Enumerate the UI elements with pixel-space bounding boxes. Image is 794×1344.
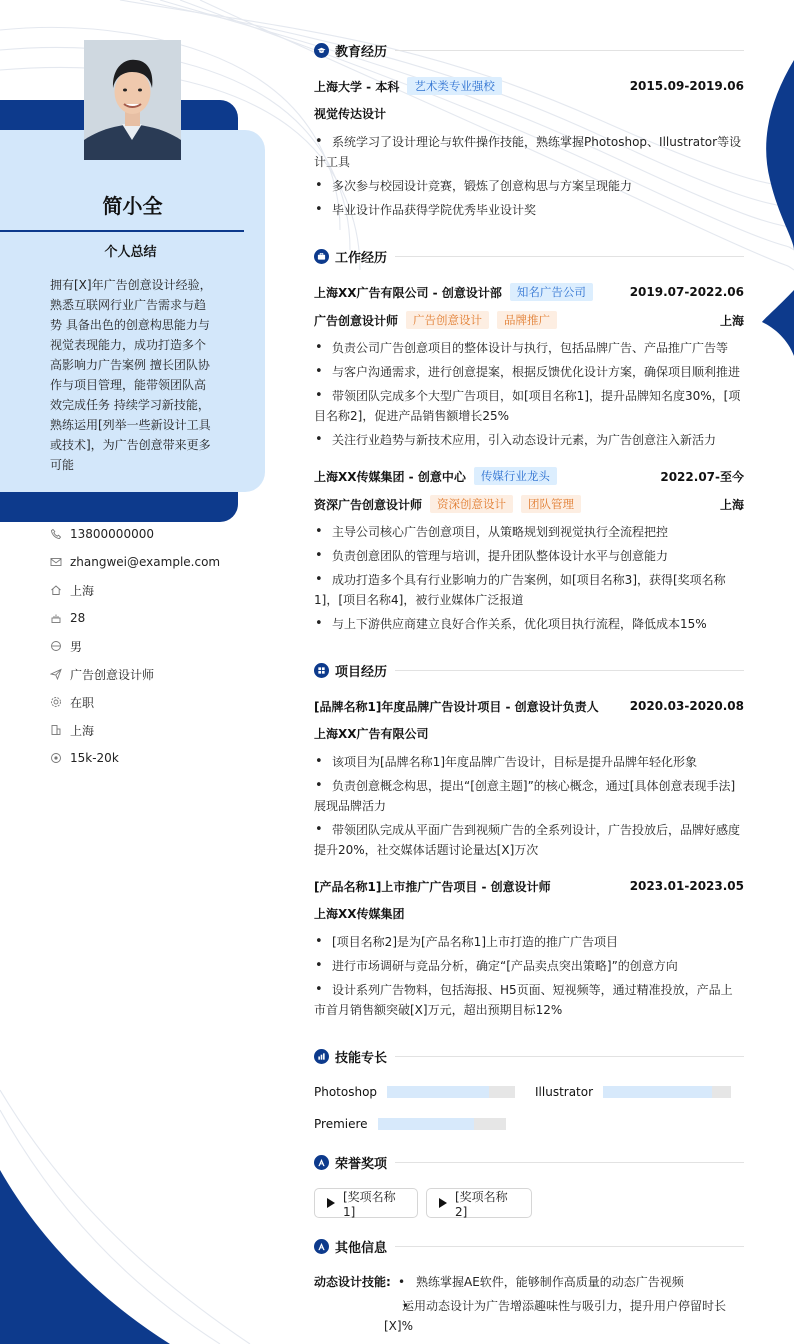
info-position [50, 660, 250, 688]
list-item: • 系统学习了设计理论与软件操作技能，熟练掌握Photoshop、Illustrator等设计工具 [314, 132, 744, 172]
education-header [314, 40, 744, 60]
job-1-date: 2019.07-2022.06 [629, 285, 744, 299]
skills-header [314, 1046, 744, 1066]
section-divider [395, 1162, 744, 1163]
info-phone-text: 13800000000 [70, 527, 154, 541]
job-2-company: 上海XX传媒集团 - 创意中心 [314, 469, 466, 484]
list-item: • 负责创意团队的管理与培训，提升团队整体设计水平与创意能力 [314, 546, 744, 566]
job-2-city: 上海 [719, 497, 744, 512]
avatar [84, 40, 181, 160]
job-2-row [314, 466, 744, 486]
briefcase-icon [314, 249, 329, 264]
info-phone [50, 520, 250, 548]
list-item: • 多次参与校园设计竞赛，锻炼了创意构思与方案呈现能力 [314, 176, 744, 196]
cake-icon [50, 612, 62, 624]
list-item: • 该项目为[品牌名称1]年度品牌广告设计，目标是提升品牌年轻化形象 [314, 752, 744, 772]
work-header [314, 246, 744, 266]
projects-title: 项目经历 [335, 664, 388, 680]
project-2-date: 2023.01-2023.05 [629, 879, 744, 893]
list-item: • 进行市场调研与竞品分析，确定“[产品卖点突出策略]”的创意方向 [314, 956, 744, 976]
list-item: • 负责创意概念构思，提出“[创意主题]”的核心概念，通过[具体创意表现手法]展现品牌活力 [314, 776, 744, 816]
skill-bar-fill [378, 1118, 474, 1130]
skill-illustrator [535, 1082, 731, 1102]
home-icon [50, 584, 62, 596]
list-item: • 与客户沟通需求，进行创意提案，根据反馈优化设计方案，确保项目顺利推进 [314, 362, 744, 382]
project-2-row [314, 876, 744, 896]
job-1-role: 广告创意设计师 [314, 313, 399, 328]
list-item: • 成功打造多个具有行业影响力的广告案例，如[项目名称3]，获得[奖项名称1]，[项目名称4]，被行业媒体广泛报道 [314, 570, 744, 610]
skill-bar-fill [603, 1086, 712, 1098]
awards-header [314, 1152, 744, 1172]
job-1-city: 上海 [719, 313, 744, 328]
other-bullets [384, 1272, 744, 1340]
education-bullets [314, 132, 744, 224]
section-divider [395, 256, 744, 257]
skill-bar [603, 1086, 731, 1098]
job-2-role-row [314, 494, 744, 514]
skill-bar-fill [387, 1086, 489, 1098]
projects-header [314, 660, 744, 680]
job-2-tag: 传媒行业龙头 [474, 467, 557, 485]
summary-text: 拥有[X]年广告创意设计经验，熟悉互联网行业广告需求与趋势 具备出色的创意构思能力与视觉表现能力，成功打造多个高影响力广告案例 擅长团队协作与项目管理，能带领团队高效完成任务 持续学习新技能，熟练运用[列举一些新设计工具或技术]，为广告创意带来更多可能 [50, 278, 212, 472]
status-icon [50, 696, 62, 708]
list-item: • 带领团队完成从平面广告到视频广告的全系列设计，广告投放后，品牌好感度提升20%，社交媒体话题讨论量达[X]万次 [314, 820, 744, 860]
skill-name: Illustrator [535, 1085, 594, 1099]
building-icon [50, 724, 62, 736]
info-position-text: 广告创意设计师 [70, 667, 155, 682]
summary-title: 个人总结 [104, 245, 157, 260]
job-1-company: 上海XX广告有限公司 - 创意设计部 [314, 285, 502, 300]
project-1-company: 上海XX广告有限公司 [314, 727, 429, 741]
name-divider [0, 230, 244, 232]
project-1-row [314, 696, 744, 716]
job-2-date: 2022.07-至今 [660, 469, 744, 484]
section-divider [395, 50, 744, 51]
skills-title: 技能专长 [335, 1050, 388, 1066]
phone-icon [50, 528, 62, 540]
info-salary [50, 744, 250, 772]
section-divider [395, 1056, 744, 1057]
profile-name: 简小全 [102, 194, 163, 218]
section-divider [395, 1246, 744, 1247]
info-salary-text: 15k-20k [70, 751, 119, 765]
job-1-tag: 知名广告公司 [510, 283, 593, 301]
awards-title: 荣誉奖项 [335, 1156, 388, 1172]
awards-list [314, 1188, 744, 1218]
email-icon [50, 556, 62, 568]
other-title: 其他信息 [335, 1240, 388, 1256]
award-icon [314, 1155, 329, 1170]
skill-photoshop [314, 1082, 515, 1102]
graduation-cap-icon [314, 43, 329, 58]
info-gender-text: 男 [70, 639, 83, 654]
list-item: • 熟练掌握AE软件，能够制作高质量的动态广告视频 [398, 1272, 744, 1292]
list-item: • 负责公司广告创意项目的整体设计与执行，包括品牌广告、产品推广广告等 [314, 338, 744, 358]
info-status-text: 在职 [70, 695, 95, 710]
award-item[interactable] [314, 1188, 418, 1218]
award-item[interactable] [426, 1188, 532, 1218]
awards-section [314, 1152, 744, 1172]
job-1-bullets [314, 338, 744, 454]
info-location [50, 576, 250, 604]
list-item: • 设计系列广告物料，包括海报、H5页面、短视频等，通过精准投放，产品上市首月销售额突破[X]万元，超出预期目标12% [314, 980, 744, 1020]
list-item: • 带领团队完成多个大型广告项目，如[项目名称1]，提升品牌知名度30%，[项目名称2]，促进产品销售额增长25% [314, 386, 744, 426]
skill-name: Photoshop [314, 1085, 378, 1099]
education-title: 教育经历 [335, 44, 388, 60]
education-major: 视觉传达设计 [314, 107, 387, 121]
other-label: 动态设计技能: [314, 1275, 391, 1289]
skill-bar [387, 1086, 515, 1098]
project-2-company: 上海XX传媒集团 [314, 907, 405, 921]
job-2-role: 资深广告创意设计师 [314, 497, 423, 512]
work-title: 工作经历 [335, 250, 388, 266]
list-item: • 关注行业趋势与新技术应用，引入动态设计元素，为广告创意注入新活力 [314, 430, 744, 450]
salary-icon [50, 752, 62, 764]
send-icon [50, 668, 62, 680]
job-2-bullets [314, 522, 744, 638]
projects-section [314, 660, 744, 680]
education-date: 2015.09-2019.06 [629, 79, 744, 93]
contact-info [50, 520, 250, 772]
section-divider [395, 670, 744, 671]
other-header [314, 1236, 744, 1256]
play-icon [327, 1198, 335, 1208]
award-label: [奖项名称1] [343, 1189, 396, 1219]
project-2-bullets [314, 932, 744, 1024]
info-status [50, 688, 250, 716]
corner-wave-bottom-left [0, 1170, 170, 1344]
project-1-name: [品牌名称1]年度品牌广告设计项目 - 创意设计负责人 [314, 699, 599, 714]
corner-wave-top-right [766, 60, 794, 250]
other-section [314, 1236, 744, 1256]
info-gender [50, 632, 250, 660]
school-tag: 艺术类专业强校 [407, 77, 502, 95]
list-item: • 运用动态设计为广告增添趣味性与吸引力，提升用户停留时长[X]% [384, 1296, 744, 1336]
award-icon [314, 1239, 329, 1254]
job-1-role-tag: 广告创意设计 [406, 311, 489, 329]
bar-chart-icon [314, 1049, 329, 1064]
info-city-text: 上海 [70, 723, 95, 738]
project-1-date: 2020.03-2020.08 [629, 699, 744, 713]
list-item: • 主导公司核心广告创意项目，从策略规划到视觉执行全流程把控 [314, 522, 744, 542]
grid-icon [314, 663, 329, 678]
info-age [50, 604, 250, 632]
skill-bar [378, 1118, 506, 1130]
job-1-role-tag: 品牌推广 [497, 311, 557, 329]
list-item: • 毕业设计作品获得学院优秀毕业设计奖 [314, 200, 744, 220]
school-name: 上海大学 - 本科 [314, 79, 400, 94]
skill-premiere [314, 1114, 506, 1134]
project-1-bullets [314, 752, 744, 864]
list-item: • 与上下游供应商建立良好合作关系，优化项目执行流程，降低成本15% [314, 614, 744, 634]
job-2-role-tag: 资深创意设计 [430, 495, 513, 513]
corner-wave-right [762, 290, 794, 356]
education-row [314, 76, 744, 96]
skills-section [314, 1046, 744, 1066]
gender-icon [50, 640, 62, 652]
header-band-bottom [0, 490, 238, 522]
education-section [314, 40, 744, 60]
info-city [50, 716, 250, 744]
info-email-text: zhangwei@example.com [70, 555, 221, 569]
project-2-name: [产品名称1]上市推广广告项目 - 创意设计师 [314, 879, 551, 894]
list-item: • [项目名称2]是为[产品名称1]上市打造的推广广告项目 [314, 932, 744, 952]
info-location-text: 上海 [70, 583, 95, 598]
play-icon [439, 1198, 447, 1208]
skill-name: Premiere [314, 1117, 368, 1131]
work-section [314, 246, 744, 266]
job-1-role-row [314, 310, 744, 330]
award-label: [奖项名称2] [455, 1189, 508, 1219]
job-1-row [314, 282, 744, 302]
info-age-text: 28 [70, 611, 86, 625]
avatar-image [84, 40, 181, 160]
job-2-role-tag: 团队管理 [521, 495, 581, 513]
info-email [50, 548, 250, 576]
